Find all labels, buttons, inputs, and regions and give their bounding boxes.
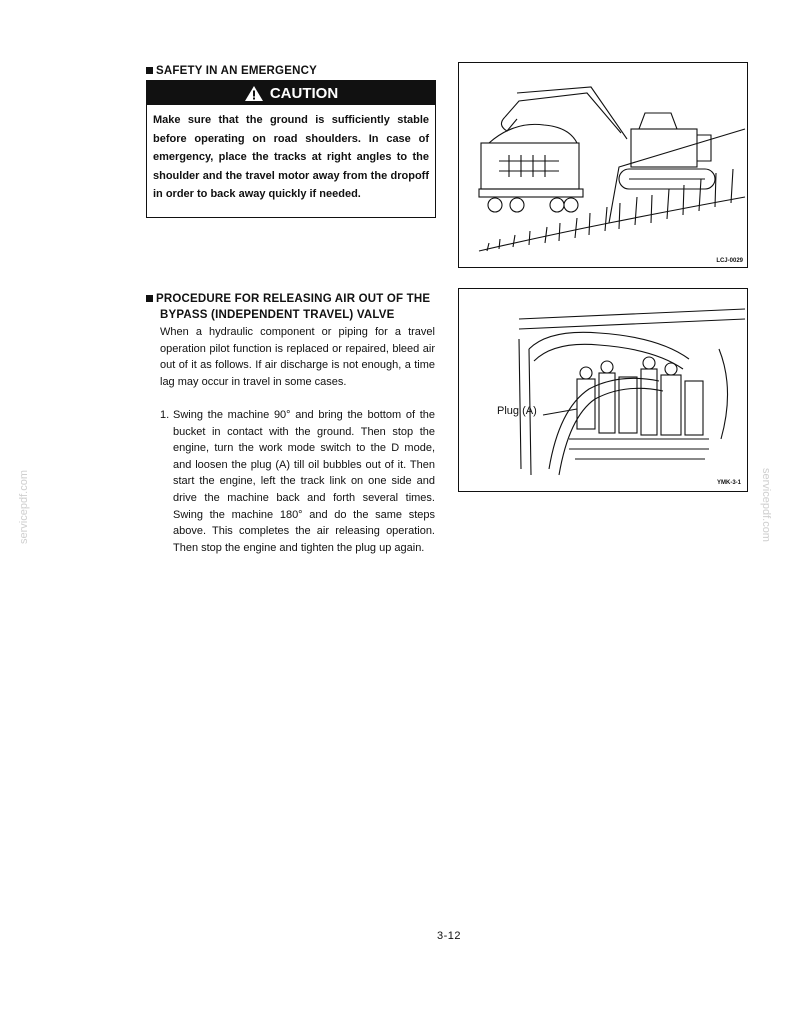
section-heading-safety xyxy=(146,65,317,77)
caution-header xyxy=(147,81,435,105)
section-heading-procedure xyxy=(146,291,436,323)
procedure-heading-line2: BYPASS (INDEPENDENT TRAVEL) VALVE xyxy=(160,309,395,321)
valve-illustration xyxy=(459,289,747,491)
excavator-illustration xyxy=(459,63,747,267)
bullet-square-icon xyxy=(146,295,153,302)
section-heading-text: SAFETY IN AN EMERGENCY xyxy=(156,65,317,77)
watermark-right: servicepdf.com xyxy=(760,468,772,542)
warning-triangle-icon xyxy=(244,85,264,102)
bullet-square-icon xyxy=(146,67,153,74)
step-number: 1. xyxy=(160,409,170,421)
plug-a-callout: Plug (A) xyxy=(497,405,537,417)
caution-text: Make sure that the ground is sufficiently stable before operating on road shoulders. In case of emergency, place the tracks at right angles to the shoulder and the travel motor away from the dropoff in order to back away quickly if needed. xyxy=(153,114,429,201)
figure-code-2: YMK-3-1 xyxy=(716,480,741,486)
caution-box xyxy=(146,80,436,218)
figure-bypass-valve-plug xyxy=(458,288,748,492)
figure-code-1: LCJ-0029 xyxy=(716,258,743,264)
page-number: 3-12 xyxy=(437,930,462,942)
step-text: Swing the machine 90° and bring the bottom of the bucket in contact with the ground. Then stop the engine, turn the work mode switch to the D mode, and loosen the plug (A) till oil bubbles out of it. Then start the engine, left the track link on one side and drive the machine back and forth several times. Swing the machine 180° and do the same steps above. This completes the air releasing operation. Then stop the engine and tighten the plug up again. xyxy=(173,409,435,554)
procedure-heading-line1: PROCEDURE FOR RELEASING AIR OUT OF THE xyxy=(156,293,431,305)
watermark-left: servicepdf.com xyxy=(18,470,30,544)
caution-label: CAUTION xyxy=(269,84,339,102)
procedure-intro: When a hydraulic component or piping for a travel operation pilot function is replaced or repaired, bleed air out of it as follows. If air discharge is not enough, a time lag may occur in travel in some cases. xyxy=(160,326,435,388)
figure-excavator-loading-truck xyxy=(458,62,748,268)
